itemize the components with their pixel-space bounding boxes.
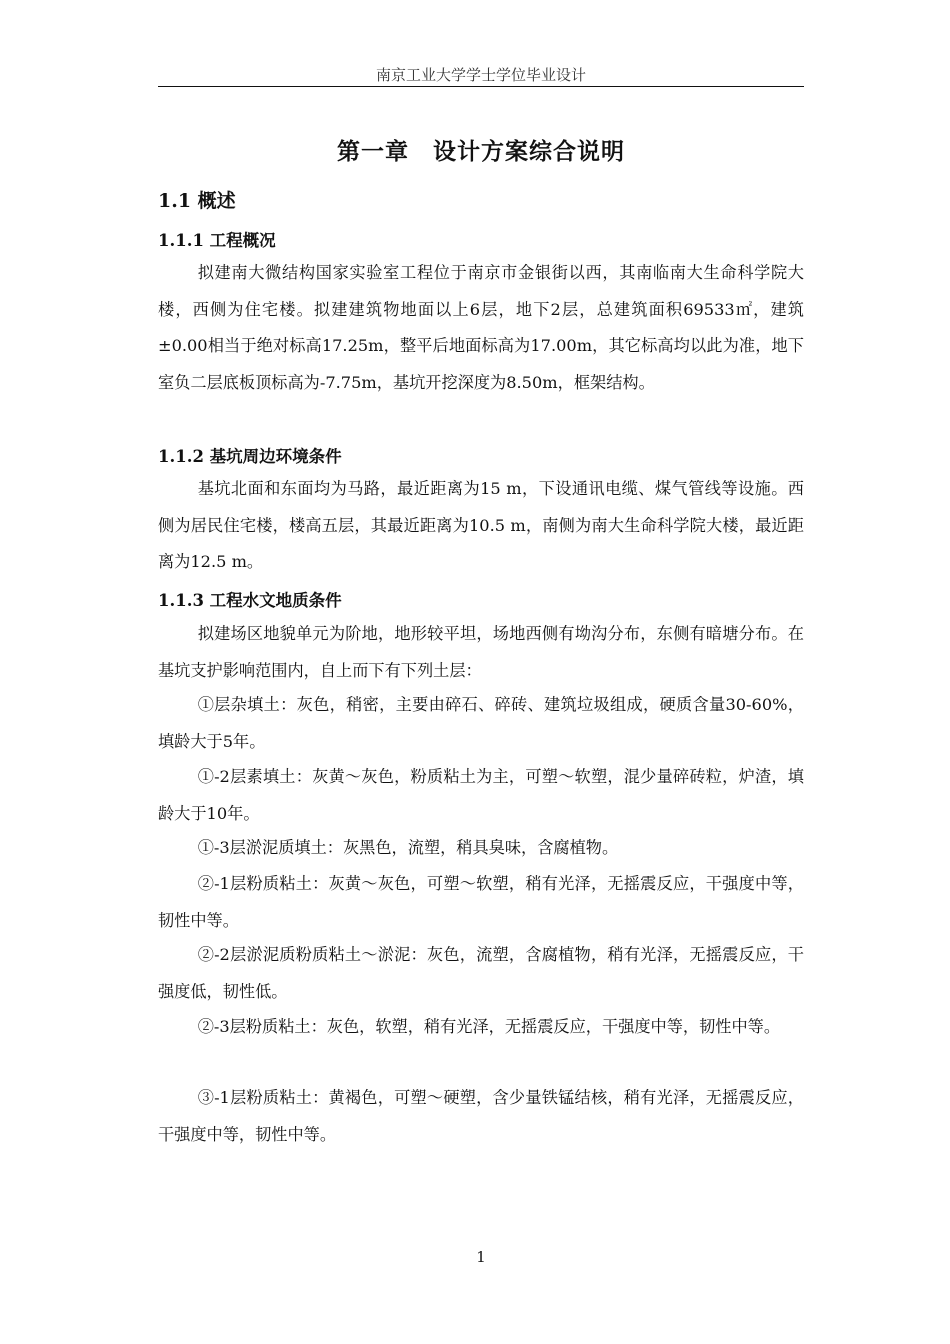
paragraph-soil-layer-1: ①层杂填土：灰色，稍密，主要由碎石、碎砖、建筑垃圾组成，硬质含量30-60%，填龄大于5年。 bbox=[158, 695, 804, 751]
paragraph-geology-intro: 拟建场区地貌单元为阶地，地形较平坦，场地西侧有坳沟分布，东侧有暗塘分布。在基坑支护影响范围内，自上而下有下列土层： bbox=[158, 624, 804, 680]
paragraph-soil-layer-2-2: ②-2层淤泥质粉质粘土～淤泥：灰色，流塑，含腐植物，稍有光泽，无摇震反应，干强度低，韧性低。 bbox=[158, 945, 804, 1001]
section-heading-1-1-2: 1.1.2 基坑周边环境条件 bbox=[158, 447, 342, 466]
paragraph-soil-layer-2-1: ②-1层粉质粘土：灰黄～灰色，可塑～软塑，稍有光泽，无摇震反应，干强度中等，韧性中等。 bbox=[158, 874, 804, 930]
header-rule bbox=[158, 86, 804, 87]
section-heading-1-1-1: 1.1.1 工程概况 bbox=[158, 231, 276, 250]
paragraph-project-overview: 拟建南大微结构国家实验室工程位于南京市金银街以西，其南临南大生命科学院大楼，西侧为住宅楼。拟建建筑物地面以上6层，地下2层，总建筑面积69533㎡，建筑±0.00相当于绝对标高17.25m，整平后地面标高为17.00m，其它标高均以此为准，地下室负二层底板顶标高为-7.75m，基坑开挖深度为8.50m，框架结构。 bbox=[158, 263, 804, 392]
paragraph-soil-layer-2-3: ②-3层粉质粘土：灰色，软塑，稍有光泽，无摇震反应，干强度中等，韧性中等。 bbox=[197, 1017, 781, 1036]
paragraph-soil-layer-1-3: ①-3层淤泥质填土：灰黑色，流塑，稍具臭味，含腐植物。 bbox=[197, 838, 619, 857]
chapter-title: 第一章 设计方案综合说明 bbox=[337, 138, 625, 165]
paragraph-surroundings: 基坑北面和东面均为马路，最近距离为15 m，下设通讯电缆、煤气管线等设施。西侧为居民住宅楼，楼高五层，其最近距离为10.5 m，南侧为南大生命科学院大楼，最近距离为12.5 m。 bbox=[158, 479, 804, 571]
page-header-title: 南京工业大学学士学位毕业设计 bbox=[375, 66, 586, 84]
section-heading-1-1: 1.1 概述 bbox=[158, 190, 236, 212]
section-heading-1-1-3: 1.1.3 工程水文地质条件 bbox=[158, 591, 342, 610]
paragraph-soil-layer-3-1: ③-1层粉质粘土：黄褐色，可塑～硬塑，含少量铁锰结核，稍有光泽，无摇震反应，干强度中等，韧性中等。 bbox=[158, 1088, 804, 1144]
paragraph-soil-layer-1-2: ①-2层素填土：灰黄～灰色，粉质粘土为主，可塑～软塑，混少量碎砖粒，炉渣，填龄大于10年。 bbox=[158, 767, 804, 823]
page-number: 1 bbox=[476, 1248, 486, 1266]
